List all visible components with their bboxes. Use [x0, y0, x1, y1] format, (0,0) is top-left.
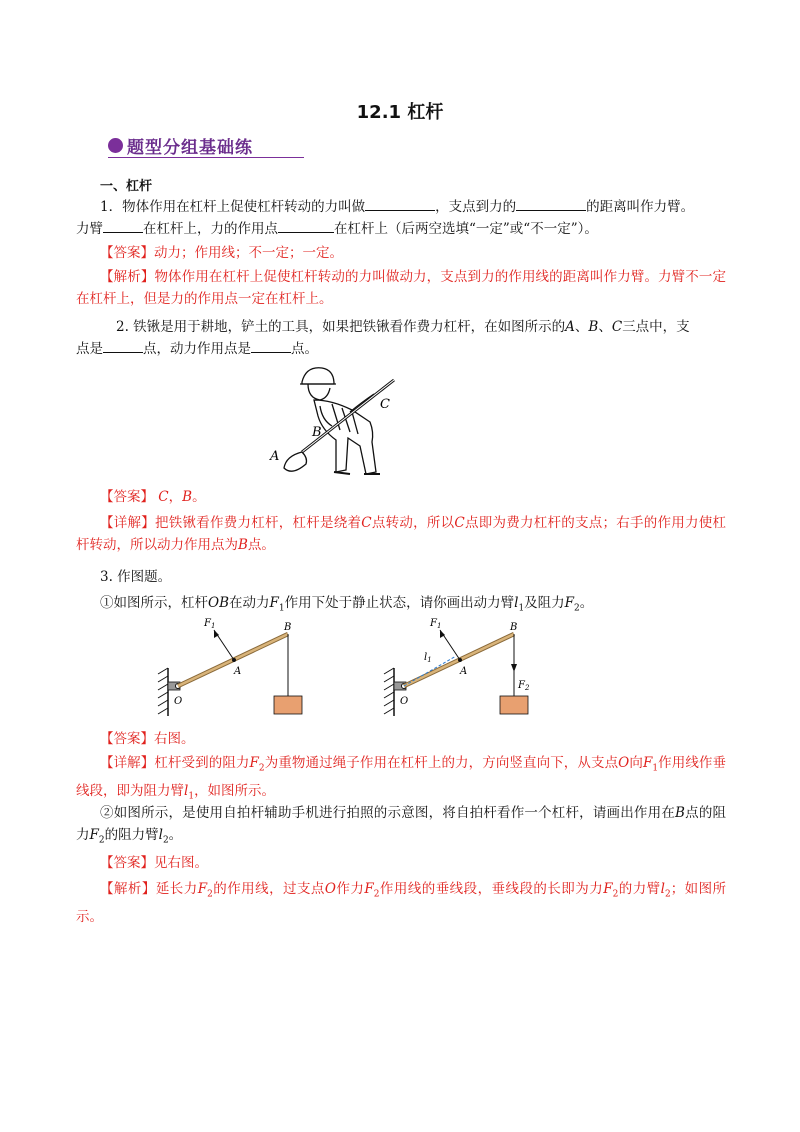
q3-1-answer: 【答案】右图。 — [100, 731, 195, 747]
shovel-worker-figure — [262, 360, 404, 480]
l1-label: $l_1$ — [424, 652, 432, 664]
answer-blank — [516, 198, 586, 211]
q3-2-answer: 【答案】见右图。 — [100, 855, 208, 871]
q1-analysis: 【解析】物体作用在杠杆上促使杠杆转动的力叫做动力，支点到力的作用线的距离叫作力臂。力臂不一定在杠杆上，但是力的作用点一定在杠杆上。 — [76, 269, 726, 307]
q3-2-analysis: 【解析】延长力$F_2$的作用线，过支点O作力$F_2$作用线的垂线段，垂线段的长即为力$F_2$的力臂$l_2$；如图所示。 — [76, 881, 727, 925]
bullet-icon — [108, 138, 123, 153]
q2-detail: 【详解】把铁锹看作费力杠杆，杠杆是绕着C点转动，所以C点即为费力杠杆的支点；右手的作用力使杠杆转动，所以动力作用点为B点。 — [76, 515, 727, 553]
subsection-heading: 一、杠杆 — [100, 179, 153, 194]
lever-figure-answer — [378, 612, 548, 722]
answer-blank — [278, 220, 334, 233]
q3-1-detail: 【详解】杠杆受到的阻力$F_2$为重物通过绳子作用在杠杆上的力，方向竖直向下，从支点O向$F_1$作用线作垂线段，即为阻力臂$l_1$，如图所示。 — [76, 755, 727, 802]
question-1: 1．物体作用在杠杆上促使杠杆转动的力叫做 ，支点到力的 的距离叫作力臂。 力臂 在杠杆上，力的作用点 在杠杆上（后两空选填“一定”或“不一定”）。 — [76, 199, 695, 237]
a-label: A — [234, 666, 242, 677]
question-2: 2. 铁锹是用于耕地，铲土的工具，如果把铁锹看作费力杠杆，在如图所示的A、B、C三点中，支 点是 点，动力作用点是 点。 — [76, 319, 690, 357]
point-a-label: A — [270, 449, 280, 464]
question-3-heading: 3. 作图题。 — [100, 569, 172, 585]
o-label: O — [174, 696, 183, 707]
b-label: B — [284, 622, 292, 633]
q1-answer: 【答案】动力；作用线；不一定；一定。 — [100, 245, 343, 261]
answer-blank — [365, 198, 435, 211]
q2-answer: 【答案】 C，B。 — [100, 489, 206, 505]
b-label: B — [510, 622, 518, 633]
section-underline — [108, 157, 304, 158]
f2-label: $F_2$ — [518, 680, 530, 692]
question-3-part-1: ①如图所示，杠杆OB在动力$F_1$作用下处于静止状态，请你画出动力臂$l_1$及阻力$F_2$。 — [100, 595, 594, 614]
point-c-label: C — [380, 397, 390, 412]
f1-label: $F_1$ — [204, 618, 216, 630]
a-label: A — [460, 666, 468, 677]
section-header — [108, 132, 253, 158]
answer-blank — [103, 340, 143, 353]
question-3-part-2: ②如图所示，是使用自拍杆辅助手机进行拍照的示意图，将自拍杆看作一个杠杆，请画出作用在B点的阻力$F_2$的阻力臂$l_2$。 — [76, 805, 727, 846]
o-label: O — [400, 696, 409, 707]
lever-figure-question — [152, 612, 322, 722]
page-title: 12.1 杠杆 — [356, 102, 444, 123]
f1-label: $F_1$ — [430, 618, 442, 630]
point-b-label: B — [312, 425, 322, 440]
section-label: 题型分组基础练 — [127, 137, 253, 158]
answer-blank — [251, 340, 291, 353]
answer-blank — [103, 220, 143, 233]
